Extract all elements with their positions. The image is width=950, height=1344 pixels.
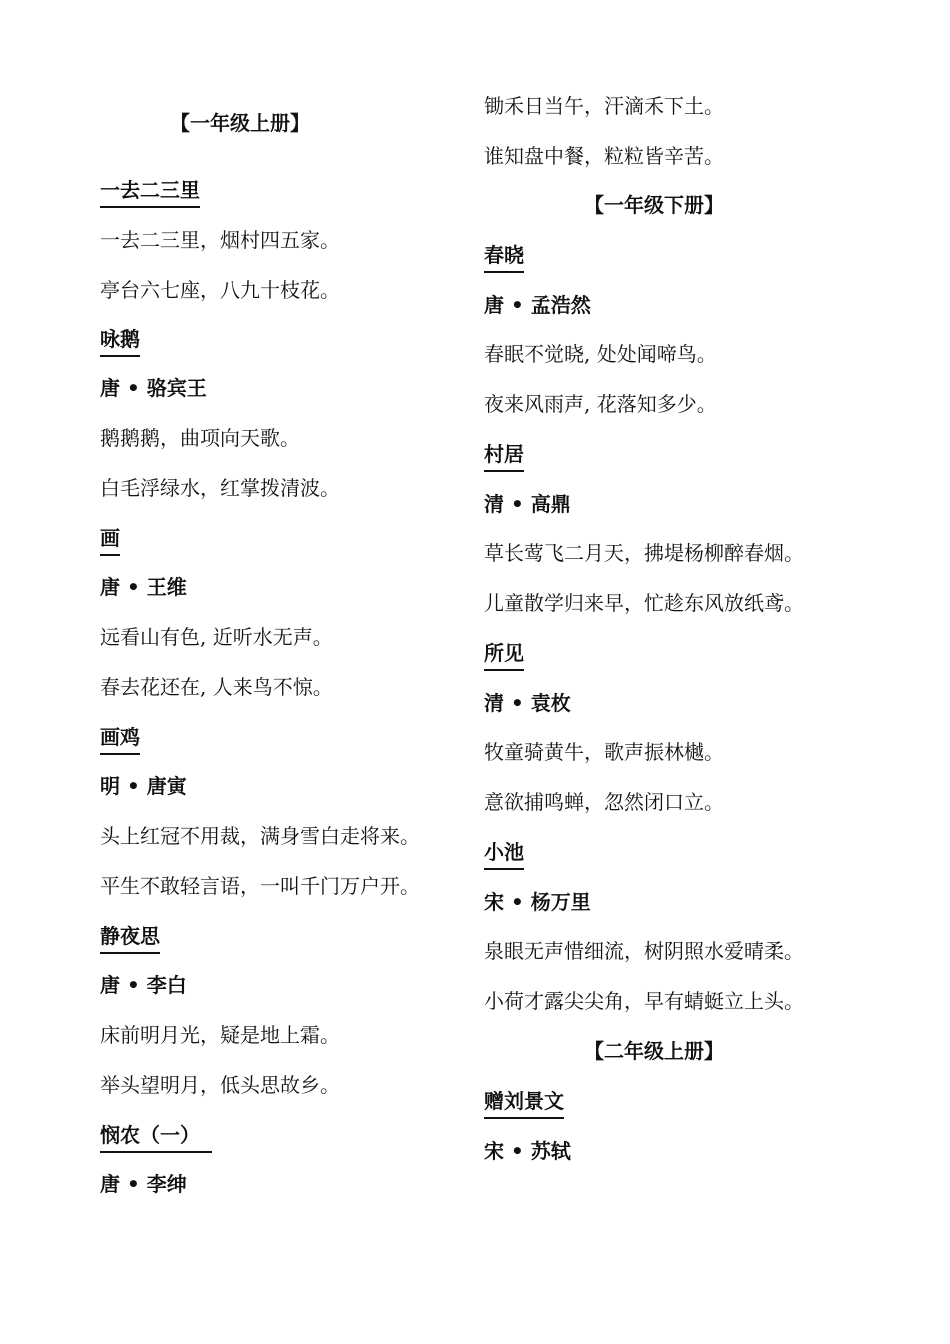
poem-title: 村居 [484, 440, 524, 468]
poem-line: 平生不敢轻言语，一叫千门万户开。 [100, 874, 420, 898]
poem-line: 春眠不觉晓, 处处闻啼鸟。 [484, 342, 717, 366]
poem-title: 画鸡 [100, 723, 140, 751]
poem-line: 牧童骑黄牛，歌声振林樾。 [484, 740, 724, 764]
grade-heading: 【二年级上册】 [584, 1039, 724, 1063]
poem-title: 赠刘景文 [484, 1087, 564, 1115]
poem-author: 唐 • 骆宾王 [100, 376, 207, 400]
grade-heading: 【一年级上册】 [170, 111, 310, 135]
poem-line: 举头望明月，低头思故乡。 [100, 1073, 340, 1097]
poem-author: 宋 • 杨万里 [484, 890, 591, 914]
poem-author: 唐 • 李白 [100, 973, 187, 997]
poem-author: 清 • 高鼎 [484, 492, 571, 516]
poem-title: 所见 [484, 639, 524, 667]
poem-line: 白毛浮绿水，红掌拨清波。 [100, 476, 340, 500]
poem-line: 锄禾日当午，汗滴禾下土。 [484, 94, 724, 118]
poem-line: 谁知盘中餐，粒粒皆辛苦。 [484, 144, 724, 168]
poem-line: 亭台六七座，八九十枝花。 [100, 278, 340, 302]
poem-title: 咏鹅 [100, 325, 140, 353]
poem-line: 泉眼无声惜细流，树阴照水爱晴柔。 [484, 939, 804, 963]
poem-line: 小荷才露尖尖角，早有蜻蜓立上头。 [484, 989, 804, 1013]
poem-line: 一去二三里，烟村四五家。 [100, 228, 340, 252]
poem-author: 唐 • 王维 [100, 575, 187, 599]
poem-line: 鹅鹅鹅，曲项向天歌。 [100, 426, 300, 450]
poem-title: 一去二三里 [100, 176, 200, 204]
poem-author: 唐 • 孟浩然 [484, 293, 591, 317]
poem-line: 夜来风雨声, 花落知多少。 [484, 392, 717, 416]
poem-line: 春去花还在, 人来鸟不惊。 [100, 675, 333, 699]
poem-line: 意欲捕鸣蝉，忽然闭口立。 [484, 790, 724, 814]
poem-title: 画 [100, 524, 120, 552]
poem-title: 悯农（一） [100, 1121, 212, 1149]
poem-author: 清 • 袁枚 [484, 691, 571, 715]
poem-author: 明 • 唐寅 [100, 774, 187, 798]
poem-author: 宋 • 苏轼 [484, 1139, 571, 1163]
poem-title: 春晓 [484, 241, 524, 269]
poem-title: 小池 [484, 838, 524, 866]
poem-line: 儿童散学归来早，忙趁东风放纸鸢。 [484, 591, 804, 615]
poem-line: 远看山有色, 近听水无声。 [100, 625, 333, 649]
poem-title: 静夜思 [100, 922, 160, 950]
poem-line: 草长莺飞二月天，拂堤杨柳醉春烟。 [484, 541, 804, 565]
poem-author: 唐 • 李绅 [100, 1172, 187, 1196]
grade-heading: 【一年级下册】 [584, 193, 724, 217]
poem-line: 头上红冠不用裁，满身雪白走将来。 [100, 824, 420, 848]
poem-line: 床前明月光，疑是地上霜。 [100, 1023, 340, 1047]
